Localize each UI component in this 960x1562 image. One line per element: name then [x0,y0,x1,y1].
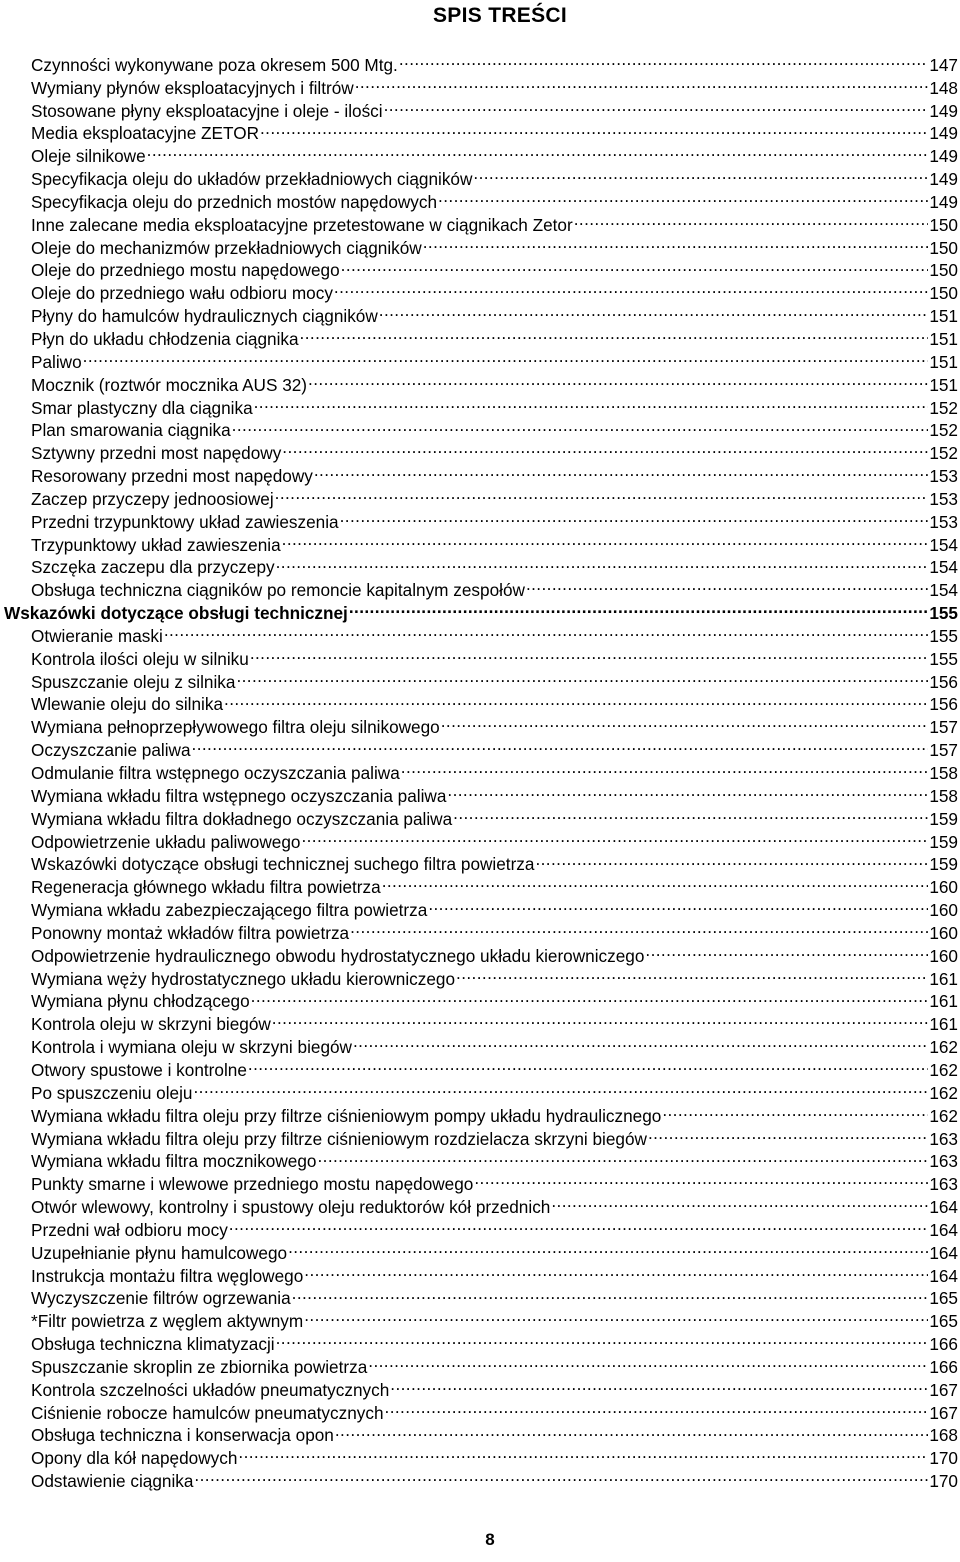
toc-entry-page: 164 [929,1265,958,1286]
toc-entry-label: Oleje silnikowe [31,146,146,167]
toc-entry-page: 150 [929,260,958,281]
dot-leader [282,528,929,551]
toc-entry-label: Wskazówki dotyczące obsługi technicznej [4,603,348,624]
toc-entry-label: Instrukcja montażu filtra węglowego [31,1265,304,1286]
dot-leader [250,642,929,665]
toc-entry-label: Trzypunktowy układ zawieszenia [31,534,281,555]
toc-entry-label: Kontrola ilości oleju w silniku [31,648,249,669]
dot-leader [390,1373,928,1396]
toc-entry-label: Spuszczanie skroplin ze zbiornika powietrza [31,1356,368,1377]
toc-entry-label: Resorowany przedni most napędowy [31,466,313,487]
dot-leader [382,870,929,893]
toc-entry-page: 163 [929,1151,958,1172]
toc-entry-label: Sztywny przedni most napędowy [31,443,282,464]
toc-entry-label: Ponowny montaż wkładów filtra powietrza [31,922,350,943]
toc-entry-page: 161 [929,991,958,1012]
dot-leader [662,1099,928,1122]
dot-leader [340,505,929,528]
toc-entry-label: Paliwo [31,351,82,372]
toc-entry-label: Oczyszczanie paliwa [31,740,191,761]
page-title: SPIS TREŚCI [433,4,567,27]
toc-entry-label: Inne zalecane media eksploatacyjne przetestowane w ciągnikach Zetor [31,214,573,235]
dot-leader [341,254,929,277]
dot-leader [288,1236,928,1259]
dot-leader [574,208,929,231]
dot-leader [441,710,929,733]
toc-entry-page: 154 [929,557,958,578]
toc-entry-label: Wymiana wkładu filtra mocznikowego [31,1151,317,1172]
dot-leader [399,48,928,71]
toc-entry-page: 157 [929,740,958,761]
dot-leader [304,1259,928,1282]
toc-entry-page: 164 [929,1197,958,1218]
toc-entry-page: 152 [929,420,958,441]
dot-leader [276,551,929,574]
toc-entry-label: Otwory spustowe i kontrolne [31,1059,247,1080]
toc-entry-label: Wyczyszczenie filtrów ogrzewania [31,1288,291,1309]
dot-leader [248,1053,928,1076]
toc-entry-label: *Filtr powietrza z węglem aktywnym [31,1311,304,1332]
toc-entry-page: 153 [929,488,958,509]
toc-entry-page: 151 [929,306,958,327]
toc-entry-page: 170 [929,1448,958,1469]
toc-entry-label: Spuszczanie oleju z silnika [31,671,236,692]
dot-leader [353,1030,928,1053]
dot-leader [526,573,928,596]
toc-entry-page: 149 [929,191,958,212]
toc-entry-page: 155 [929,625,958,646]
toc-entry-page: 167 [929,1402,958,1423]
toc-entry-label: Płyn do układu chłodzenia ciągnika [31,328,299,349]
toc-entry-page: 160 [929,922,958,943]
toc-entry-label: Oleje do przedniego mostu napędowego [31,260,340,281]
toc-entry-page: 167 [929,1379,958,1400]
dot-leader [282,436,928,459]
dot-leader [251,985,929,1008]
dot-leader [423,231,929,254]
toc-entry-label: Wskazówki dotyczące obsługi technicznej suchego filtra powietrza [31,854,535,875]
toc-entry-page: 151 [929,374,958,395]
dot-leader [304,1304,928,1327]
toc-entry-label: Odmulanie filtra wstępnego oczyszczania paliwa [31,763,400,783]
dot-leader [474,1167,928,1190]
dot-leader [193,1076,928,1099]
toc-entry-label: Przedni wał odbioru mocy [31,1219,228,1240]
toc-entry-label: Regeneracja głównego wkładu filtra powietrza [31,877,381,898]
toc-entry-page: 160 [929,900,958,921]
toc-entry-page: 165 [929,1288,958,1309]
dot-leader [447,779,928,802]
toc-entry-page: 165 [929,1311,958,1332]
toc-entry-label: Po spuszczeniu oleju [31,1082,193,1103]
dot-leader [260,117,928,140]
toc-entry-label: Kontrola i wymiana oleju w skrzyni biegów [31,1037,352,1058]
toc-entry[interactable] [0,48,960,75]
toc-entry-page: 162 [929,1037,958,1058]
toc-entry-label: Specyfikacja oleju do przednich mostów napędowych [31,191,438,212]
toc-entry-page: 166 [929,1334,958,1355]
dot-leader [379,299,929,322]
dot-leader [272,1007,929,1030]
toc-entry-label: Oleje do przedniego wału odbioru mocy [31,283,333,304]
dot-leader [456,962,928,985]
toc-entry-page: 157 [929,717,958,738]
toc-entry-page: 149 [929,123,958,144]
toc-entry-page: 152 [929,443,958,464]
toc-entry-label: Wymiana wkładu filtra dokładnego oczyszczania paliwa [31,808,453,829]
page-number: 8 [485,1530,495,1549]
toc-entry-label: Obsługa techniczna i konserwacja opon [31,1425,334,1446]
toc-entry-label: Punkty smarne i wlewowe przedniego mostu napędowego [31,1174,474,1195]
dot-leader [308,368,928,391]
dot-leader [473,162,928,185]
toc-entry-label: Szczęka zaczepu dla przyczepy [31,557,275,578]
toc-entry-label: Wymiana wkładu zabezpieczającego filtra powietrza [31,900,428,921]
table-of-contents [0,48,960,1492]
toc-entry-label: Oleje do mechanizmów przekładniowych ciągników [31,237,422,258]
toc-entry-label: Mocznik (roztwór mocznika AUS 32) [31,374,308,395]
toc-entry-label: Opony dla kół napędowych [31,1448,238,1469]
toc-entry-label: Zaczep przyczepy jednoosiowej [31,488,274,509]
toc-entry-label: Przedni trzypunktowy układ zawieszenia [31,511,339,532]
dot-leader [428,893,928,916]
dot-leader [236,665,928,688]
toc-entry-page: 147 [929,54,958,75]
toc-entry-label: Odpowietrzenie układu paliwowego [31,831,301,852]
toc-entry-page: 154 [929,580,958,601]
dot-leader [453,802,928,825]
toc-entry-label: Odpowietrzenie hydraulicznego obwodu hydrostatycznego układu kierowniczego [31,945,645,966]
toc-entry-label: Czynności wykonywane poza okresem 500 Mtg. [31,54,398,75]
toc-entry-page: 150 [929,283,958,304]
toc-entry-label: Obsługa techniczna klimatyzacji [31,1334,275,1355]
toc-entry-page: 156 [929,671,958,692]
toc-entry-page: 155 [929,648,958,669]
toc-entry-page: 161 [929,968,958,989]
dot-leader [276,1327,929,1350]
toc-entry[interactable] [0,345,960,372]
toc-entry-page: 149 [929,100,958,121]
dot-leader [350,916,928,939]
dot-leader [334,276,928,299]
dot-leader [275,482,929,505]
toc-entry-page: 154 [929,534,958,555]
toc-entry-label: Kontrola oleju w skrzyni biegów [31,1014,271,1035]
toc-entry-page: 161 [929,1014,958,1035]
dot-leader [551,1190,928,1213]
dot-leader [385,1396,929,1419]
toc-entry-page: 158 [929,785,958,806]
toc-entry-page: 155 [929,603,958,624]
toc-entry-page: 150 [929,237,958,258]
toc-entry-label: Otwór wlewowy, kontrolny i spustowy oleju reduktorów kół przednich [31,1197,551,1218]
toc-entry-page: 159 [929,808,958,829]
toc-entry-label: Otwieranie maski [31,625,163,646]
dot-leader [164,619,929,642]
dot-leader [292,1282,929,1305]
toc-entry-label: Media eksploatacyjne ZETOR [31,123,259,144]
toc-entry-label: Wymiana wkładu filtra oleju przy filtrze ciśnieniowym pompy układu hydraulicznego [31,1105,662,1126]
toc-entry-page: 148 [929,77,958,98]
toc-entry-page: 162 [929,1105,958,1126]
toc-entry-page: 163 [929,1128,958,1149]
dot-leader [224,688,928,711]
dot-leader [300,322,929,345]
dot-leader [192,733,929,756]
dot-leader [648,1122,928,1145]
toc-entry-page: 159 [929,831,958,852]
toc-entry-page: 149 [929,146,958,167]
toc-entry-page: 153 [929,511,958,532]
dot-leader [232,414,929,437]
toc-entry-label: Wlewanie oleju do silnika [31,694,224,715]
toc-entry-label: Wymiana płynu chłodzącego [31,991,250,1012]
dot-leader [229,1213,929,1236]
toc-entry-page: 170 [929,1471,958,1492]
toc-entry-label: Plan smarowania ciągnika [31,420,231,441]
toc-entry-page: 164 [929,1219,958,1240]
toc-entry-label: Wymiana wkładu filtra oleju przy filtrze ciśnieniowym rozdzielacza skrzyni biegów [31,1128,647,1149]
toc-entry-page: 149 [929,169,958,190]
toc-entry-page: 151 [929,328,958,349]
dot-leader [401,756,929,779]
toc-entry-page: 168 [929,1425,958,1446]
toc-entry-label: Płyny do hamulców hydraulicznych ciągników [31,306,378,327]
dot-leader [355,71,929,94]
dot-leader [368,1350,928,1373]
toc-entry-label: Wymiany płynów eksploatacyjnych i filtrów [31,77,354,98]
toc-entry-label: Smar plastyczny dla ciągnika [31,397,253,418]
toc-entry-page: 162 [929,1059,958,1080]
toc-entry-page: 164 [929,1242,958,1263]
toc-entry-label: Specyfikacja oleju do układów przekładniowych ciągników [31,169,473,190]
toc-entry-page: 152 [929,397,958,418]
dot-leader [301,825,928,848]
toc-entry-label: Obsługa techniczna ciągników po remoncie kapitalnym zespołów [31,580,525,601]
toc-entry-page: 150 [929,214,958,235]
dot-leader [238,1441,928,1464]
toc-entry[interactable] [0,368,960,395]
toc-entry-label: Wymiana pełnoprzepływowego filtra oleju silnikowego [31,717,440,738]
toc-entry-label: Ciśnienie robocze hamulców pneumatycznych [31,1402,384,1423]
toc-entry-label: Wymiana węży hydrostatycznego układu kierowniczego [31,968,456,989]
dot-leader [314,459,928,482]
toc-entry-page: 159 [929,854,958,875]
dot-leader [147,139,929,162]
dot-leader [83,345,929,368]
toc-entry-page: 162 [929,1082,958,1103]
dot-leader [194,1464,928,1487]
toc-entry-page: 156 [929,694,958,715]
toc-entry-page: 160 [929,945,958,966]
dot-leader [317,1145,928,1168]
dot-leader [384,94,929,117]
toc-entry-label: Uzupełnianie płynu hamulcowego [31,1242,288,1263]
toc-entry-page: 158 [929,763,958,783]
toc-entry-label: Odstawienie ciągnika [31,1471,194,1492]
dot-leader [335,1419,928,1442]
toc-entry-label: Kontrola szczelności układów pneumatycznych [31,1379,390,1400]
toc-entry-page: 166 [929,1356,958,1377]
dot-leader [535,848,928,871]
toc-entry-label: Wymiana wkładu filtra wstępnego oczyszczania paliwa [31,785,447,806]
toc-entry-page: 153 [929,466,958,487]
toc-entry-page: 151 [929,351,958,372]
dot-leader [645,939,928,962]
toc-entry-label: Stosowane płyny eksploatacyjne i oleje - ilości [31,100,383,121]
dot-leader [438,185,928,208]
toc-entry-page: 160 [929,877,958,898]
dot-leader [349,596,928,619]
dot-leader [254,391,929,414]
toc-entry-page: 163 [929,1174,958,1195]
